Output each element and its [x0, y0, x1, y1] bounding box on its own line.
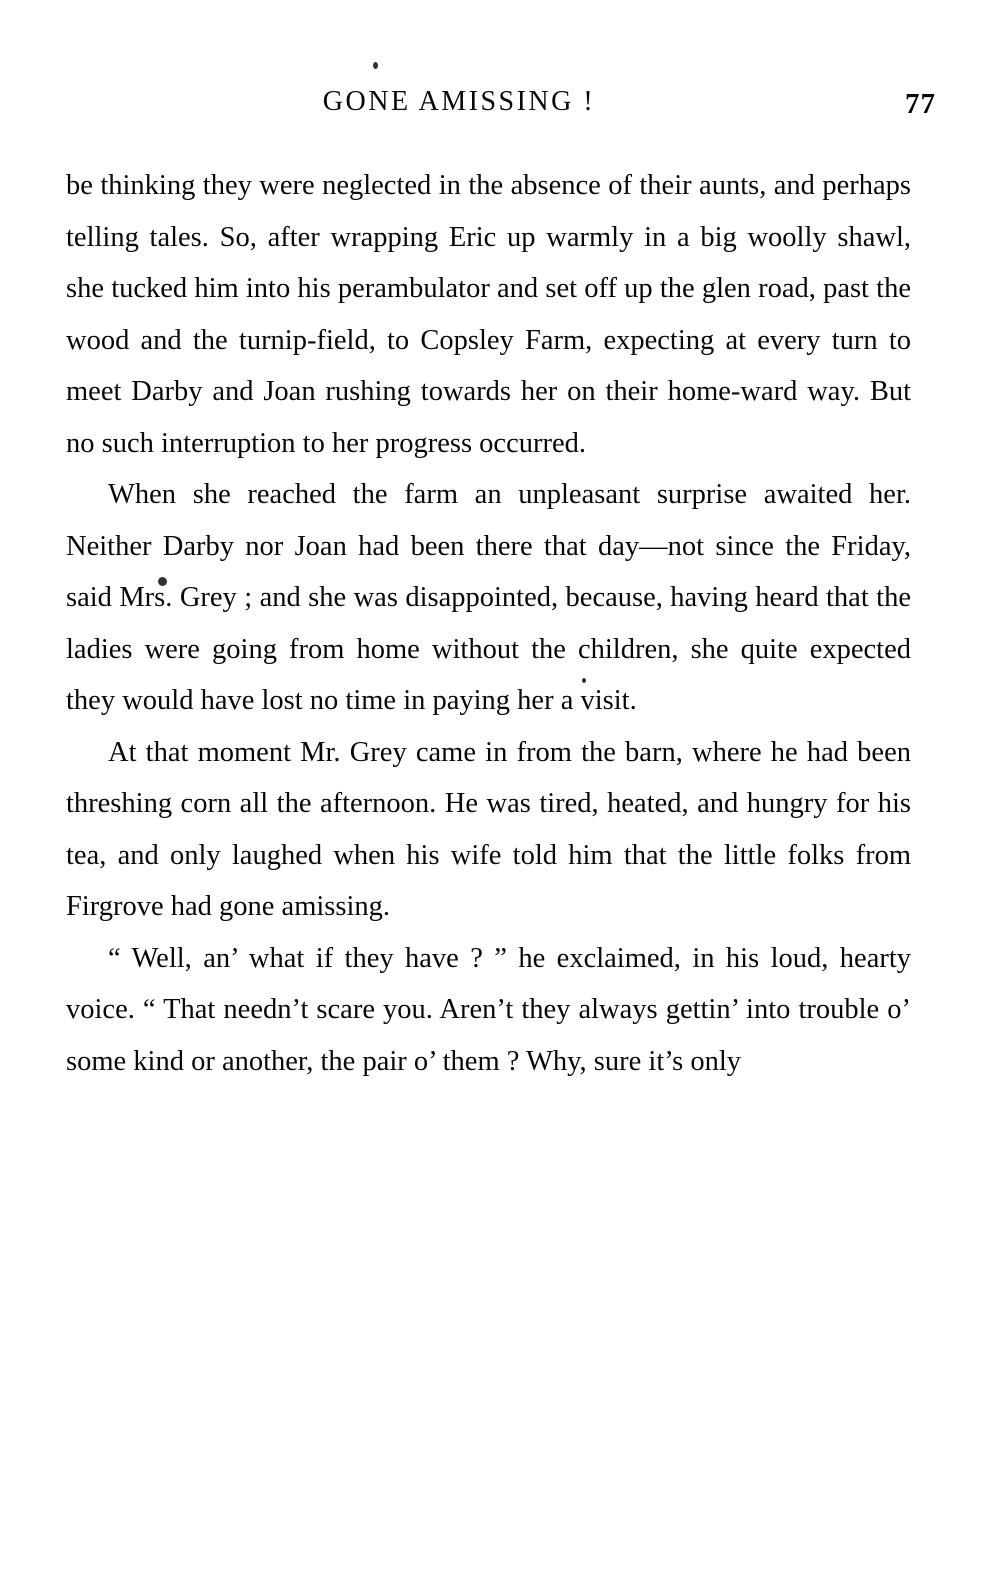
- running-head: [64, 86, 936, 126]
- page-number: 77: [905, 88, 936, 120]
- paragraph: “ Well, an’ what if they have ? ” he exclaimed, in his loud, hearty voice. “ That needn’t scare you. Aren’t they always gettin’ into trouble o’ some kind or another, the pair o’ them ? Why, sure it’s only: [66, 942, 911, 1077]
- paragraph: At that moment Mr. Grey came in from the barn, where he had been threshing corn all the afternoon. He was tired, heated, and hungry for his tea, and only laughed when his wife told him that the little folks from Firgrove had gone amissing.: [66, 736, 911, 922]
- page-body: [66, 160, 911, 1087]
- running-head-title: GONE AMISSING !: [322, 86, 596, 117]
- paragraph: be thinking they were neglected in the absence of their aunts, and perhaps telling tales. So, after wrapping Eric up warmly in a big woolly shawl, she tucked him into his perambulator and set off up the glen road, past the wood and the turnip-field, to Copsley Farm, expecting at every turn to meet Darby and Joan rushing towards her on their home-ward way. But no such interruption to her progress occurred.: [66, 170, 911, 459]
- page-speck-top: [373, 62, 378, 69]
- paragraph: When she reached the farm an unpleasant surprise awaited her. Neither Darby nor Joan had been there that day—not since the Friday, said Mrs. Grey ; and she was disappointed, because, having heard that the ladies were going from home without the children, she quite expected they would have lost no time in paying her a visit.: [66, 479, 911, 716]
